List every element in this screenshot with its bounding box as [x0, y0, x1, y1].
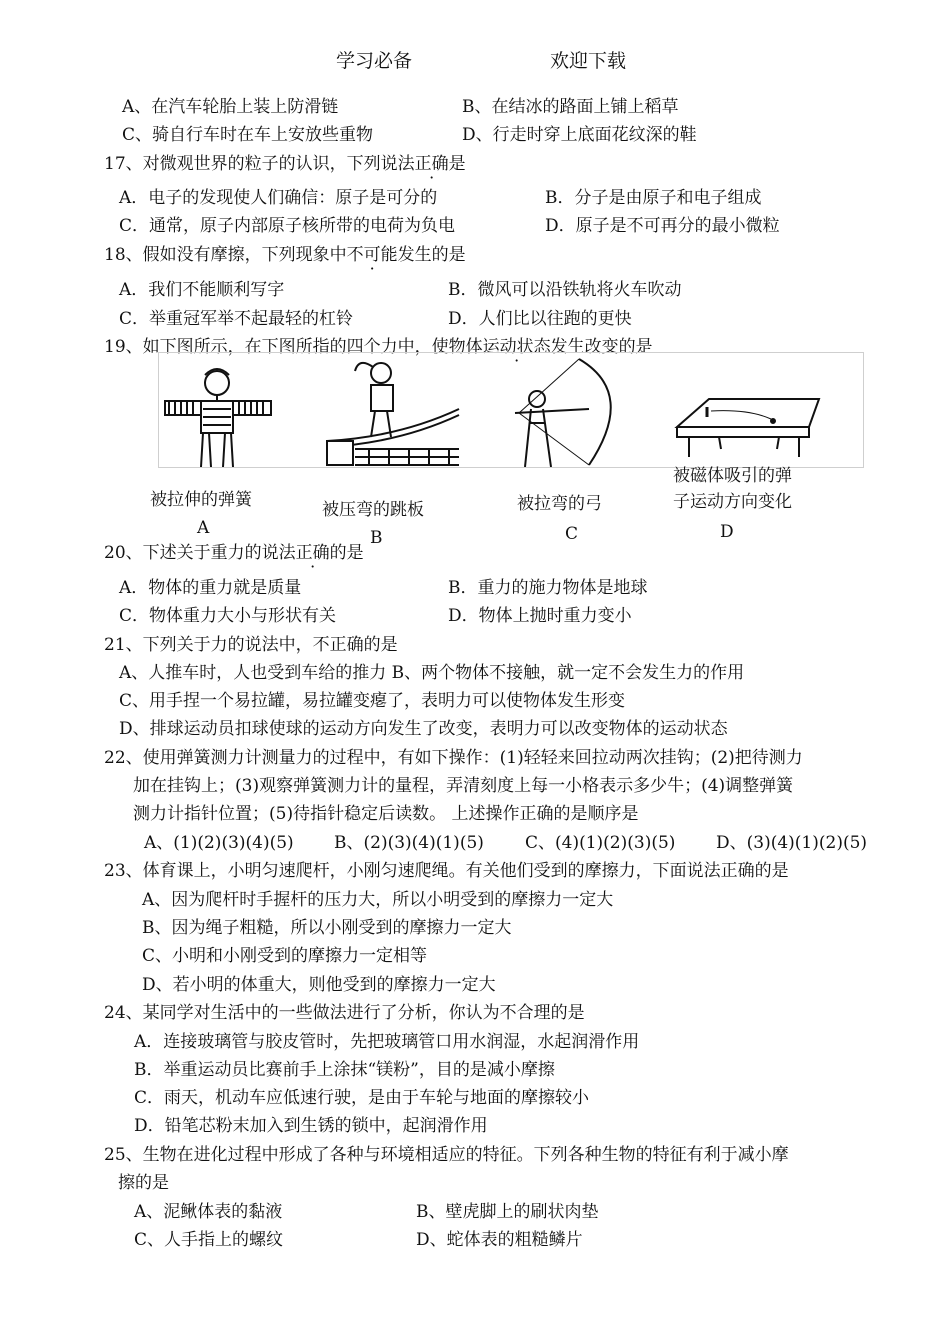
q17-option-c: C．通常，原子内部原子核所带的电荷为负电 — [119, 216, 456, 236]
q24-option-c: C．雨天，机动车应低速行驶，是由于车轮与地面的摩擦较小 — [134, 1088, 590, 1108]
q19-figure-frame — [158, 352, 864, 468]
q25-option-c: C、人手指上的螺纹 — [134, 1230, 284, 1250]
q25-stem-line2: 擦的是 — [118, 1173, 169, 1193]
q18-option-c: C．举重冠军举不起最轻的杠铃 — [119, 309, 354, 329]
q17-option-d: D．原子是不可再分的最小微粒 — [545, 216, 780, 236]
q16-option-b: B、在结冰的路面上铺上稻草 — [462, 97, 679, 117]
q24-option-b: B．举重运动员比赛前手上涂抹“镁粉”，目的是减小摩擦 — [134, 1060, 555, 1080]
q17-stem: 17、对微观世界的粒子的认识，下列说法正确是 — [104, 154, 466, 174]
q19-letter-d: D — [720, 522, 734, 542]
q16-option-d: D、行走时穿上底面花纹深的鞋 — [462, 125, 697, 145]
q21-stem: 21、下列关于力的说法中，不正确的是 — [104, 635, 398, 655]
q19-caption-c: 被拉弯的弓 — [517, 494, 602, 514]
q24-option-d: D．铅笔芯粉末加入到生锈的锁中，起润滑作用 — [134, 1116, 488, 1136]
q19-letter-b: B — [370, 528, 383, 548]
q21-option-d: D、排球运动员扣球使球的运动方向发生了改变，表明力可以改变物体的运动状态 — [119, 719, 728, 739]
q22-stem-line1: 22、使用弹簧测力计测量力的过程中，有如下操作：(1)轻轻来回拉动两次挂钩；(2)把待测力 — [104, 748, 803, 768]
q18-option-d: D．人们比以往跑的更快 — [448, 309, 632, 329]
q19-caption-a: 被拉伸的弹簧 — [150, 490, 252, 510]
q20-option-d: D．物体上抛时重力变小 — [448, 606, 632, 626]
q24-option-a: A．连接玻璃管与胶皮管时，先把玻璃管口用水润湿，水起润滑作用 — [134, 1032, 640, 1052]
q18-option-a: A．我们不能顺利写字 — [119, 280, 285, 300]
q22-option-d: D、(3)(4)(1)(2)(5) — [716, 833, 868, 853]
q25-option-a: A、泥鳅体表的黏液 — [134, 1202, 283, 1222]
q19-figure-drawings — [159, 353, 863, 467]
q19-caption-d-line2: 子运动方向变化 — [673, 492, 792, 512]
header-left: 学习必备 — [336, 50, 413, 72]
q16-option-a: A、在汽车轮胎上装上防滑链 — [122, 97, 339, 117]
q20-option-c: C．物体重力大小与形状有关 — [119, 606, 337, 626]
q20-option-a: A．物体的重力就是质量 — [119, 578, 302, 598]
q19-letter-a: A — [197, 518, 210, 538]
q21-options-ab: A、人推车时，人也受到车给的推力 B、两个物体不接触，就一定不会发生力的作用 — [119, 663, 745, 683]
q21-option-c: C、用手捏一个易拉罐，易拉罐变瘪了，表明力可以使物体发生形变 — [119, 691, 626, 711]
magnet-table-illustration — [677, 399, 819, 457]
q22-stem-line3: 测力计指针位置；(5)待指针稳定后读数。 上述操作正确的是顺序是 — [133, 804, 639, 824]
q23-option-c: C、小明和小刚受到的摩擦力一定相等 — [142, 946, 428, 966]
q22-option-b: B、(2)(3)(4)(1)(5) — [334, 833, 484, 853]
q16-option-c: C、骑自行车时在车上安放些重物 — [122, 125, 374, 145]
q22-stem-line2: 加在挂钩上；(3)观察弹簧测力计的量程，弄清刻度上每一小格表示多少牛；(4)调整弹簧 — [133, 776, 794, 796]
q17-option-a: A．电子的发现使人们确信：原子是可分的 — [119, 188, 438, 208]
q19-caption-b: 被压弯的跳板 — [322, 500, 424, 520]
q25-option-b: B、壁虎脚上的刷状肉垫 — [416, 1202, 599, 1222]
q22-option-a: A、(1)(2)(3)(4)(5) — [144, 833, 294, 853]
diver-on-springboard-illustration — [327, 363, 459, 465]
q23-option-d: D、若小明的体重大，则他受到的摩擦力一定大 — [142, 975, 496, 995]
q18-stem: 18、假如没有摩擦，下列现象中不可能发生的是 — [104, 245, 466, 265]
q23-option-a: A、因为爬杆时手握杆的压力大，所以小明受到的摩擦力一定大 — [142, 890, 614, 910]
q20-option-b: B．重力的施力物体是地球 — [448, 578, 648, 598]
q17-option-b: B．分子是由原子和电子组成 — [545, 188, 762, 208]
archer-drawing-bow-illustration — [515, 359, 611, 467]
q23-option-b: B、因为绳子粗糙，所以小刚受到的摩擦力一定大 — [142, 918, 512, 938]
q19-stem: 19、如下图所示，在下图所指的四个力中，使物体运动状态发生改变的是 — [104, 337, 653, 357]
q20-stem: 20、下述关于重力的说法正确的是 — [104, 543, 364, 563]
header-right: 欢迎下载 — [550, 50, 627, 72]
q19-letter-c: C — [565, 524, 579, 544]
q23-stem: 23、体育课上，小明匀速爬杆，小刚匀速爬绳。有关他们受到的摩擦力，下面说法正确的是 — [104, 861, 789, 881]
q25-stem-line1: 25、生物在进化过程中形成了各种与环境相适应的特征。下列各种生物的特征有利于减小摩 — [104, 1145, 789, 1165]
q22-option-c: C、(4)(1)(2)(3)(5) — [525, 833, 676, 853]
q18-option-b: B．微风可以沿铁轨将火车吹动 — [448, 280, 682, 300]
q24-stem: 24、某同学对生活中的一些做法进行了分析，你认为不合理的是 — [104, 1003, 585, 1023]
q19-caption-d-line1: 被磁体吸引的弹 — [673, 466, 792, 486]
man-stretching-spring-illustration — [165, 369, 271, 467]
q25-option-d: D、蛇体表的粗糙鳞片 — [416, 1230, 583, 1250]
